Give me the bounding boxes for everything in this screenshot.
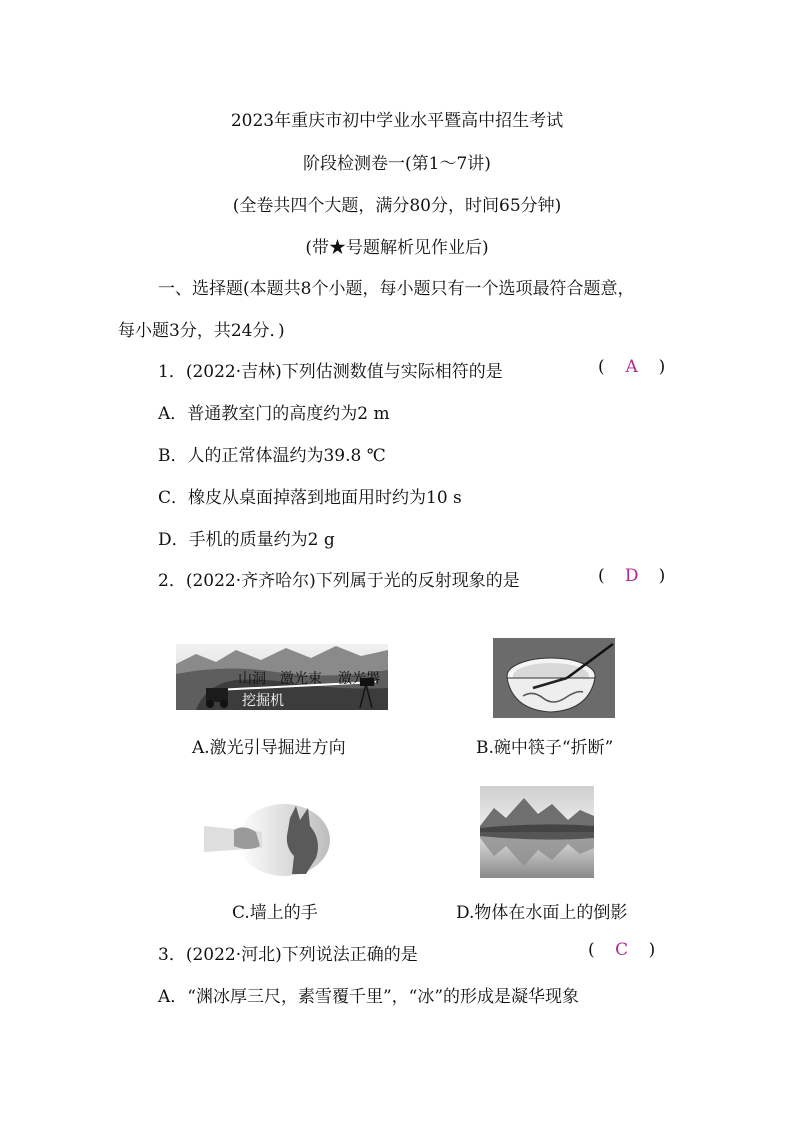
exam-subtitle: 阶段检测卷一(第1～7讲) — [303, 154, 491, 174]
question-1-option-d: D．手机的质量约为2 g — [158, 530, 335, 550]
question-3-option-a: A．“渊冰厚三尺，素雪覆千里”，“冰”的形成是凝华现象 — [158, 987, 580, 1007]
label-tunnel: 山洞 — [238, 671, 266, 687]
image-hand-shadow — [204, 800, 330, 878]
question-1-stem: 1．(2022·吉林)下列估测数值与实际相符的是 — [158, 362, 503, 382]
image-bowl-chopstick — [493, 638, 615, 718]
question-3-answer: ( C ) — [588, 940, 656, 960]
caption-a: A.激光引导掘进方向 — [192, 738, 346, 758]
question-1-answer: ( A ) — [598, 357, 666, 377]
answer-letter: A — [625, 357, 638, 377]
image-water-reflection — [480, 786, 594, 878]
answer-letter: D — [624, 566, 639, 586]
image-tunnel-laser — [176, 644, 388, 710]
question-2-stem: 2．(2022·齐齐哈尔)下列属于光的反射现象的是 — [158, 571, 520, 591]
question-1-option-b: B．人的正常体温约为39.8 ℃ — [158, 446, 386, 466]
caption-c: C.墙上的手 — [232, 903, 318, 923]
exam-note: (带★号题解析见作业后) — [305, 238, 489, 258]
answer-letter: C — [615, 940, 629, 960]
question-1-option-a: A．普通教室门的高度约为2 m — [158, 404, 390, 424]
caption-b: B.碗中筷子“折断” — [476, 738, 614, 758]
question-1-option-c: C．橡皮从桌面掉落到地面用时约为10 s — [158, 488, 462, 508]
question-2-answer: ( D ) — [598, 566, 666, 586]
label-laser-device: 激光器 — [338, 671, 380, 687]
exam-info: (全卷共四个大题，满分80分，时间65分钟) — [232, 196, 562, 216]
section-heading-line1: 一、选择题(本题共8个小题，每小题只有一个选项最符合题意， — [158, 279, 635, 299]
section-heading-line2: 每小题3分，共24分．) — [118, 321, 285, 341]
caption-d: D.物体在水面上的倒影 — [456, 903, 628, 923]
question-3-stem: 3．(2022·河北)下列说法正确的是 — [158, 945, 418, 965]
exam-title: 2023年重庆市初中学业水平暨高中招生考试 — [230, 111, 564, 131]
label-excavator: 挖掘机 — [242, 693, 284, 709]
label-laser-beam: 激光束 — [280, 671, 322, 687]
